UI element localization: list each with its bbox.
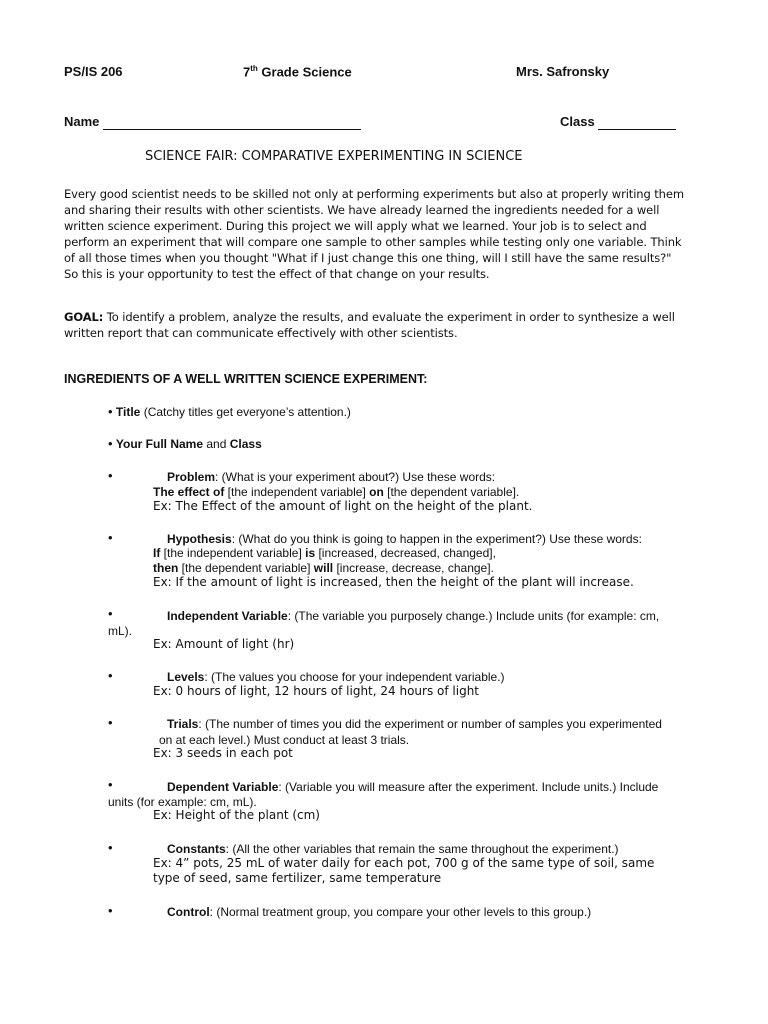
list-item-levels: Levels: (The values you choose for your independent variable.) [167, 670, 505, 684]
constants-example-line1: Ex: 4” pots, 25 mL of water daily for each pot, 700 g of the same type of soil, same [153, 856, 655, 870]
teacher-name: Mrs. Safronsky [516, 64, 610, 79]
bullet-problem: • [108, 468, 113, 483]
bullet-levels: • [108, 668, 113, 683]
problem-words: The effect of [the independent variable] on [the dependent variable]. [153, 485, 520, 499]
bullet-independent-variable: • [108, 606, 113, 621]
hypothesis-if-line: If [the independent variable] is [increased, decreased, changed], [153, 546, 496, 560]
hypothesis-example: Ex: If the amount of light is increased, then the height of the plant will increase. [153, 575, 634, 589]
independent-variable-example: Ex: Amount of light (hr) [153, 637, 295, 651]
name-blank[interactable] [103, 114, 361, 130]
course-title: 7th Grade Science [243, 64, 352, 80]
independent-variable-desc-cont: mL). [108, 624, 132, 638]
dependent-variable-example: Ex: Height of the plant (cm) [153, 808, 320, 822]
dependent-variable-desc-cont: units (for example: cm, mL). [108, 795, 257, 809]
bullet-control: • [108, 903, 113, 918]
list-item-full-name: • Your Full Name and Class [108, 436, 262, 451]
intro-paragraph: Every good scientist needs to be skilled not only at performing experiments but also at properly writing them and sharing their results with other scientists. We have already learned the ingredients needed for a well written science experiment. During this project we will apply what we learned. Your job is to select and perform an experiment that will compare one sample to other samples while testing only one variable. Think of all those times when you thought "What if I just change this one thing, will I still have the same results?" So this is your opportunity to test the effect of that change on your results. [64, 187, 684, 281]
list-item-control: Control: (Normal treatment group, you compare your other levels to this group.) [167, 905, 592, 919]
trials-example: Ex: 3 seeds in each pot [153, 746, 293, 760]
bullet-hypothesis: • [108, 530, 113, 545]
list-item-dependent-variable: Dependent Variable: (Variable you will measure after the experiment. Include units.) Include [167, 780, 659, 794]
trials-desc-cont: on at each level.) Must conduct at least 3 trials. [159, 733, 410, 747]
bullet-dependent-variable: • [108, 777, 113, 792]
problem-example: Ex: The Effect of the amount of light on the height of the plant. [153, 499, 533, 513]
levels-example: Ex: 0 hours of light, 12 hours of light, 24 hours of light [153, 684, 480, 698]
bullet-constants: • [108, 840, 113, 855]
school-code: PS/IS 206 [64, 64, 123, 79]
class-field: Class [560, 114, 676, 130]
list-item-independent-variable: Independent Variable: (The variable you purposely change.) Include units (for example: cm, [167, 609, 660, 623]
list-item-hypothesis: Hypothesis: (What do you think is going to happen in the experiment?) Use these words: [167, 532, 642, 546]
list-item-constants: Constants: (All the other variables that remain the same throughout the experiment.) [167, 842, 619, 856]
list-item-problem: Problem: (What is your experiment about?) Use these words: [167, 470, 496, 484]
page-title: SCIENCE FAIR: COMPARATIVE EXPERIMENTING IN SCIENCE [145, 149, 523, 164]
name-field: Name [64, 114, 361, 130]
constants-example-line2: type of seed, same fertilizer, same temperature [153, 871, 442, 885]
goal-paragraph: GOAL: To identify a problem, analyze the results, and evaluate the experiment in order to synthesize a well written report that can communicate effectively with other scientists. [64, 310, 675, 340]
ingredients-heading: INGREDIENTS OF A WELL WRITTEN SCIENCE EXPERIMENT: [64, 372, 428, 386]
bullet-trials: • [108, 715, 113, 730]
list-item-trials: Trials: (The number of times you did the experiment or number of samples you experimented [167, 717, 662, 731]
hypothesis-then-line: then [the dependent variable] will [increase, decrease, change]. [153, 561, 494, 575]
list-item-title: • Title (Catchy titles get everyone’s attention.) [108, 404, 351, 419]
class-blank[interactable] [598, 114, 676, 130]
